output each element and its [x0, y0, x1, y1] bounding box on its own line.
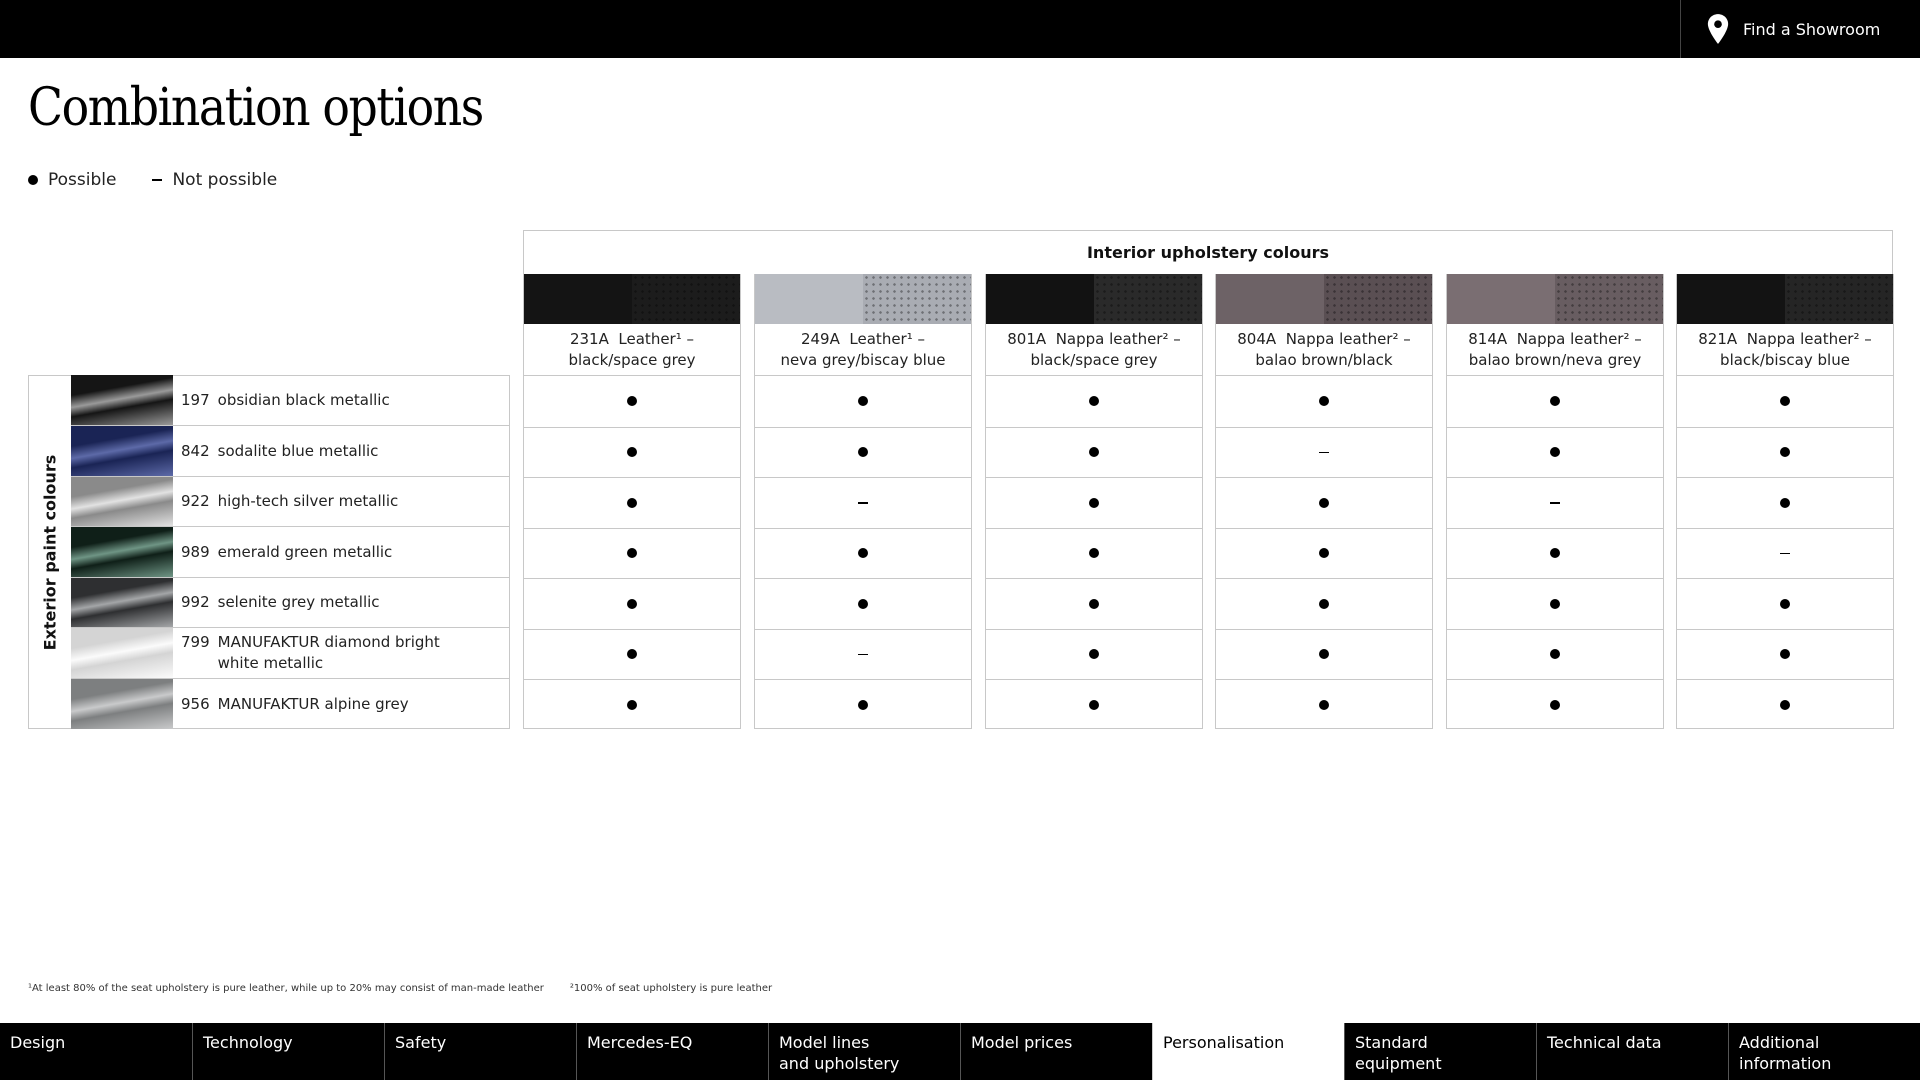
nav-item-label: Technology	[203, 1033, 293, 1052]
nav-item-safety[interactable]	[384, 1023, 576, 1080]
paint-row-956	[71, 678, 510, 729]
upholstery-swatch	[1216, 274, 1432, 324]
possible-dot-icon	[1550, 548, 1560, 558]
possible-dot-icon	[627, 498, 637, 508]
grid-cell	[1447, 528, 1663, 579]
possible-dot-icon	[1780, 599, 1790, 609]
interior-colour-name: black/biscay blue	[1720, 351, 1850, 369]
grid-cell	[755, 427, 971, 478]
upholstery-swatch	[1447, 274, 1663, 324]
not-possible-dash-icon	[1550, 502, 1560, 504]
paint-code: 197	[181, 390, 210, 409]
grid-cell	[1677, 376, 1893, 427]
nav-item-label: Safety	[395, 1033, 447, 1052]
grid-cell	[1677, 477, 1893, 528]
possible-dot-icon	[1780, 700, 1790, 710]
interior-column-label	[1216, 324, 1432, 376]
possible-dot-icon	[627, 447, 637, 457]
grid-cell	[1677, 578, 1893, 629]
paint-name	[173, 491, 398, 512]
interior-material: Nappa leather² –	[1516, 330, 1642, 348]
possible-dot-icon	[1780, 447, 1790, 457]
paint-name	[173, 632, 440, 674]
interior-colour-name: neva grey/biscay blue	[780, 351, 946, 369]
bottom-navigation	[0, 1023, 1920, 1080]
possible-dot-icon	[1550, 649, 1560, 659]
nav-item-standard[interactable]	[1344, 1023, 1536, 1080]
grid-cell	[755, 679, 971, 730]
possible-dot-icon	[1550, 396, 1560, 406]
grid-cell	[986, 477, 1202, 528]
paint-name-line1: MANUFAKTUR alpine grey	[217, 694, 409, 713]
possible-dot-icon	[1089, 396, 1099, 406]
nav-item-model-lines[interactable]	[768, 1023, 960, 1080]
possible-dot-icon	[1319, 498, 1329, 508]
nav-item-technical-data[interactable]	[1536, 1023, 1728, 1080]
legend	[28, 170, 277, 190]
interior-material: Leather¹ –	[618, 330, 695, 348]
paint-code: 842	[181, 441, 210, 460]
grid-column-801A	[985, 375, 1203, 729]
grid-cell	[755, 528, 971, 579]
possible-dot-icon	[627, 649, 637, 659]
possible-dot-icon	[858, 700, 868, 710]
upholstery-swatch	[986, 274, 1202, 324]
possible-dot-icon	[1550, 700, 1560, 710]
possible-dot-icon	[1319, 548, 1329, 558]
possible-dot-icon	[858, 548, 868, 558]
paint-code: 922	[181, 492, 210, 510]
paint-name	[173, 694, 409, 715]
upholstery-swatch	[1677, 274, 1893, 324]
paint-swatch	[71, 375, 173, 425]
paint-swatch	[71, 578, 173, 627]
interior-code: 821A	[1698, 330, 1738, 348]
interior-colour-name: balao brown/black	[1255, 351, 1393, 369]
possible-dot-icon	[1089, 498, 1099, 508]
footnote-1: ¹At least 80% of the seat upholstery is pure leather, while up to 20% may consist of man-made leather	[28, 983, 544, 994]
legend-not-possible-label: Not possible	[172, 170, 278, 190]
interior-code: 804A	[1237, 330, 1277, 348]
grid-cell	[524, 477, 740, 528]
possible-dot-icon	[1780, 649, 1790, 659]
interior-column-label	[1447, 324, 1663, 376]
grid-column-804A	[1215, 375, 1433, 729]
nav-item-label-line2: information	[1739, 1054, 1832, 1073]
exterior-paint-header	[28, 375, 71, 729]
paint-row-197	[71, 375, 510, 425]
possible-dot-icon	[1319, 599, 1329, 609]
possible-dot-icon	[1550, 599, 1560, 609]
possible-dot-icon	[627, 548, 637, 558]
interior-code: 814A	[1468, 330, 1508, 348]
paint-swatch	[71, 477, 173, 526]
grid-column-814A	[1446, 375, 1664, 729]
nav-item-label: Additional	[1739, 1033, 1820, 1052]
grid-cell	[986, 528, 1202, 579]
grid-cell	[755, 629, 971, 680]
interior-colour-name: balao brown/neva grey	[1468, 351, 1642, 369]
grid-cell	[1447, 578, 1663, 629]
interior-material: Nappa leather² –	[1746, 330, 1872, 348]
paint-row-992	[71, 577, 510, 627]
paint-swatch	[71, 527, 173, 577]
possible-dot-icon	[1089, 548, 1099, 558]
nav-item-mercedes-eq[interactable]	[576, 1023, 768, 1080]
upholstery-swatch	[755, 274, 971, 324]
possible-dot-icon	[1089, 447, 1099, 457]
grid-cell	[1216, 477, 1432, 528]
grid-cell	[524, 427, 740, 478]
grid-cell	[986, 629, 1202, 680]
grid-cell	[1677, 528, 1893, 579]
nav-item-personalisation[interactable]	[1152, 1023, 1344, 1080]
grid-cell	[1447, 376, 1663, 427]
interior-column-label	[755, 324, 971, 376]
paint-name-line1: emerald green metallic	[217, 542, 393, 561]
nav-item-label: Design	[10, 1033, 66, 1052]
paint-name-line1: sodalite blue metallic	[217, 441, 379, 460]
paint-swatch	[71, 679, 173, 729]
legend-possible-label: Possible	[48, 170, 117, 190]
interior-column-821A	[1676, 274, 1894, 376]
grid-cell	[1677, 629, 1893, 680]
possible-dot-icon	[858, 396, 868, 406]
interior-column-label	[986, 324, 1202, 376]
upholstery-swatch	[524, 274, 740, 324]
grid-cell	[524, 376, 740, 427]
paint-name	[173, 441, 378, 462]
grid-cell	[524, 629, 740, 680]
grid-cell	[1677, 679, 1893, 730]
nav-item-label: Standard	[1355, 1033, 1428, 1052]
grid-cell	[1447, 629, 1663, 680]
not-possible-dash-icon	[858, 502, 868, 504]
interior-material: Nappa leather² –	[1285, 330, 1411, 348]
interior-column-801A	[985, 274, 1203, 376]
grid-cell	[524, 679, 740, 730]
grid-column-249A	[754, 375, 972, 729]
top-bar	[0, 0, 1920, 58]
footnotes	[28, 983, 798, 994]
grid-column-231A	[523, 375, 741, 729]
nav-item-label-line2: and upholstery	[779, 1054, 900, 1073]
interior-colour-name: black/space grey	[568, 351, 696, 369]
grid-cell	[1216, 578, 1432, 629]
grid-cell	[1447, 679, 1663, 730]
nav-item-design[interactable]	[0, 1023, 192, 1080]
possible-dot-icon	[627, 396, 637, 406]
find-showroom-label: Find a Showroom	[1743, 19, 1881, 39]
paint-name-line1: selenite grey metallic	[217, 593, 380, 611]
paint-name	[173, 390, 390, 411]
grid-cell	[755, 578, 971, 629]
exterior-paint-header-label: Exterior paint colours	[40, 454, 59, 650]
grid-cell	[1216, 679, 1432, 730]
possible-dot-icon	[858, 447, 868, 457]
paint-row-799	[71, 627, 510, 678]
grid-cell	[1677, 427, 1893, 478]
grid-cell	[1216, 528, 1432, 579]
possible-dot-icon	[28, 175, 38, 185]
possible-dot-icon	[1319, 700, 1329, 710]
grid-cell	[1447, 477, 1663, 528]
page-title: Combination options	[28, 78, 483, 138]
nav-item-model-prices[interactable]	[960, 1023, 1152, 1080]
grid-cell	[986, 427, 1202, 478]
possible-dot-icon	[627, 599, 637, 609]
grid-cell	[524, 578, 740, 629]
nav-item-label: Mercedes-EQ	[587, 1033, 693, 1052]
nav-item-label-line2: equipment	[1355, 1054, 1442, 1073]
grid-cell	[1447, 427, 1663, 478]
paint-code: 989	[181, 542, 210, 561]
grid-cell	[1216, 629, 1432, 680]
possible-dot-icon	[1550, 447, 1560, 457]
location-pin-icon	[1705, 13, 1731, 45]
paint-swatch	[71, 628, 173, 678]
paint-name-line2: white metallic	[217, 654, 324, 672]
possible-dot-icon	[858, 599, 868, 609]
grid-cell	[524, 528, 740, 579]
interior-column-label	[524, 324, 740, 376]
interior-column-814A	[1446, 274, 1664, 376]
not-possible-dash-icon	[1780, 553, 1790, 555]
paint-code: 956	[181, 694, 210, 713]
interior-colour-name: black/space grey	[1030, 351, 1158, 369]
nav-item-technology[interactable]	[192, 1023, 384, 1080]
interior-code: 249A	[800, 330, 840, 348]
paint-row-989	[71, 526, 510, 577]
possible-dot-icon	[1089, 599, 1099, 609]
grid-cell	[755, 376, 971, 427]
interior-column-804A	[1215, 274, 1433, 376]
interior-code: 231A	[569, 330, 609, 348]
possible-dot-icon	[1089, 700, 1099, 710]
grid-cell	[1216, 427, 1432, 478]
grid-cell	[986, 376, 1202, 427]
interior-material: Nappa leather² –	[1055, 330, 1181, 348]
top-bar-divider	[1680, 0, 1681, 58]
interior-upholstery-header: Interior upholstery colours	[523, 230, 1893, 274]
interior-column-231A	[523, 274, 741, 376]
grid-column-821A	[1676, 375, 1894, 729]
interior-column-249A	[754, 274, 972, 376]
paint-name	[173, 542, 392, 563]
paint-code: 799	[181, 633, 210, 651]
paint-row-922	[71, 476, 510, 526]
interior-column-label	[1677, 324, 1893, 376]
grid-cell	[986, 679, 1202, 730]
nav-item-additional[interactable]	[1728, 1023, 1920, 1080]
nav-item-label: Technical data	[1547, 1033, 1662, 1052]
possible-dot-icon	[1319, 396, 1329, 406]
grid-cell	[755, 477, 971, 528]
not-possible-dash-icon	[152, 179, 162, 181]
possible-dot-icon	[627, 700, 637, 710]
paint-code: 992	[181, 593, 210, 611]
nav-item-label: Personalisation	[1163, 1033, 1285, 1052]
possible-dot-icon	[1319, 649, 1329, 659]
paint-name	[173, 592, 380, 613]
nav-item-label: Model prices	[971, 1033, 1073, 1052]
possible-dot-icon	[1780, 396, 1790, 406]
paint-row-842	[71, 425, 510, 476]
nav-item-label: Model lines	[779, 1033, 870, 1052]
not-possible-dash-icon	[1319, 452, 1329, 454]
grid-cell	[986, 578, 1202, 629]
paint-name-line1: MANUFAKTUR diamond bright	[217, 633, 440, 651]
interior-code: 801A	[1007, 330, 1047, 348]
footnote-2: ²100% of seat upholstery is pure leather	[569, 983, 773, 994]
grid-cell	[1216, 376, 1432, 427]
possible-dot-icon	[1780, 498, 1790, 508]
interior-material: Leather¹ –	[849, 330, 926, 348]
find-showroom-button[interactable]	[1705, 0, 1880, 58]
paint-name-line1: obsidian black metallic	[217, 390, 390, 409]
paint-swatch	[71, 426, 173, 476]
not-possible-dash-icon	[858, 654, 868, 656]
possible-dot-icon	[1089, 649, 1099, 659]
paint-name-line1: high-tech silver metallic	[217, 492, 399, 510]
